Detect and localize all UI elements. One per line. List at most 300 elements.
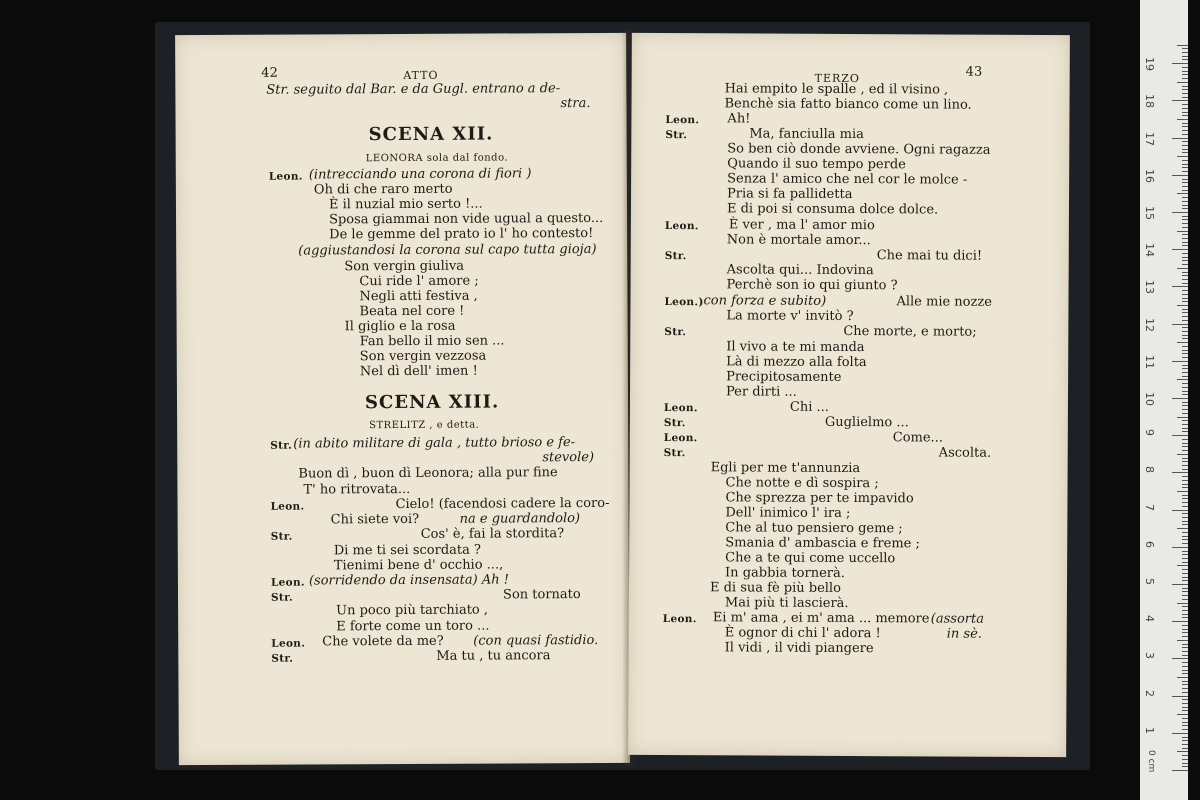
- ruler-tick: [1177, 417, 1188, 418]
- ruler-tick: [1182, 458, 1188, 459]
- ruler-tick: [1172, 324, 1188, 325]
- text-line: Cui ride l' amore ;: [359, 273, 479, 290]
- ruler-tick: [1182, 71, 1188, 72]
- ruler-tick: [1182, 331, 1188, 332]
- ruler-tick: [1182, 253, 1188, 254]
- ruler-tick: [1182, 264, 1188, 265]
- text-line: È il nuzial mio serto !...: [328, 196, 483, 213]
- ruler-tick: [1182, 312, 1188, 313]
- ruler-tick: [1182, 182, 1188, 183]
- ruler-tick: [1182, 439, 1188, 440]
- ruler-tick: [1172, 733, 1188, 734]
- ruler-tick: [1182, 167, 1188, 168]
- ruler-tick: [1182, 502, 1188, 503]
- ruler-tick: [1182, 703, 1188, 704]
- speaker: Leon.: [268, 170, 303, 183]
- page-number: 42: [261, 65, 278, 81]
- ruler-tick: [1172, 658, 1188, 659]
- ruler-tick: [1172, 138, 1188, 139]
- ruler-tick: [1177, 677, 1188, 678]
- ruler-tick: [1182, 298, 1188, 299]
- text-line: Cos' è, fai la stordita?: [420, 526, 565, 542]
- ruler-tick: [1182, 197, 1188, 198]
- ruler-tick: [1182, 539, 1188, 540]
- ruler-tick: [1182, 707, 1188, 708]
- ruler-tick: [1172, 175, 1188, 176]
- text-line: Beata nel core !: [359, 303, 465, 320]
- ruler-tick: [1182, 498, 1188, 499]
- ruler-tick: [1182, 86, 1188, 87]
- speaker: Str.: [270, 439, 293, 452]
- ruler-tick: [1182, 48, 1188, 49]
- ruler-tick: [1182, 551, 1188, 552]
- text-line: Sposa giammai non vide ugual a questo...: [329, 210, 604, 228]
- ruler-number: 4: [1143, 615, 1156, 623]
- ruler-tick: [1182, 532, 1188, 533]
- text-line: Mai più ti lascierà.: [724, 595, 849, 612]
- ruler-tick: [1182, 465, 1188, 466]
- speaker: Leon.: [662, 613, 697, 626]
- ruler-tick: [1182, 450, 1188, 451]
- text-line: Là di mezzo alla folta: [726, 354, 867, 371]
- ruler-number: 17: [1143, 131, 1156, 146]
- ruler-tick: [1182, 383, 1188, 384]
- ruler-tick: [1172, 361, 1188, 362]
- text-line: Il vivo a te mi manda: [726, 339, 865, 356]
- text-line: Il vidi , il vidi piangere: [724, 640, 874, 657]
- ruler-tick: [1182, 476, 1188, 477]
- text-line: Fan bello il mio sen ...: [359, 333, 505, 350]
- ruler-tick: [1177, 751, 1188, 752]
- ruler-tick: [1182, 338, 1188, 339]
- ruler-tick: [1182, 327, 1188, 328]
- speaker: Str.: [664, 250, 687, 263]
- speaker: Leon.: [663, 402, 698, 415]
- stage-direction: (assorta: [930, 611, 985, 627]
- ruler-number: 11: [1143, 354, 1156, 369]
- text-line: Son vergin giuliva: [344, 258, 465, 275]
- text-line: Guglielmo ...: [824, 414, 909, 431]
- text-line: Egli per me t'annunzia: [710, 460, 861, 477]
- ruler-tick: [1177, 231, 1188, 232]
- text-line: Ma tu , tu ancora: [436, 648, 551, 664]
- text-line: Hai empito le spalle , ed il visino ,: [724, 81, 949, 98]
- ruler-tick: [1182, 205, 1188, 206]
- text-line: Un poco più tarchiato ,: [336, 602, 489, 619]
- ruler-tick: [1182, 234, 1188, 235]
- speaker: Str.: [271, 591, 293, 604]
- ruler-tick: [1182, 376, 1188, 377]
- ruler-tick: [1182, 577, 1188, 578]
- ruler-tick: [1177, 193, 1188, 194]
- ruler-tick: [1182, 763, 1188, 764]
- ruler-number: 18: [1143, 94, 1156, 109]
- ruler-tick: [1182, 606, 1188, 607]
- ruler-tick: [1182, 409, 1188, 410]
- scene-subtitle: STRELITZ , e detta.: [369, 419, 480, 432]
- ruler-tick: [1182, 431, 1188, 432]
- ruler-tick: [1182, 644, 1188, 645]
- stage-direction: (sorridendo da insensata) Ah !: [308, 572, 510, 589]
- text-line: Che al tuo pensiero geme ;: [725, 520, 903, 537]
- text-line: Alle mie nozze: [896, 294, 992, 310]
- ruler-tick: [1182, 223, 1188, 224]
- ruler-tick: [1172, 770, 1188, 771]
- ruler-tick: [1182, 722, 1188, 723]
- ruler-tick: [1182, 558, 1188, 559]
- ruler-number: 2: [1143, 689, 1156, 697]
- text-line: Ascolta.: [938, 445, 992, 461]
- ruler-tick: [1182, 424, 1188, 425]
- ruler-tick: [1182, 506, 1188, 507]
- stage-direction: stevole): [542, 449, 595, 466]
- text-line: Ei m' ama , ei m' ama ... memore: [712, 610, 930, 627]
- ruler-tick: [1172, 398, 1188, 399]
- ruler-tick: [1177, 603, 1188, 604]
- ruler-tick: [1182, 710, 1188, 711]
- ruler-tick: [1182, 692, 1188, 693]
- ruler-tick: [1182, 141, 1188, 142]
- ruler-tick: [1182, 688, 1188, 689]
- ruler-tick: [1172, 584, 1188, 585]
- text-line: Che sprezza per te impavido: [725, 490, 914, 507]
- text-line: Smania d' ambascia e freme ;: [725, 535, 920, 552]
- text-line: Perchè son io qui giunto ?: [726, 277, 898, 294]
- ruler-tick: [1177, 156, 1188, 157]
- ruler-tick: [1177, 342, 1188, 343]
- ruler-tick: [1182, 647, 1188, 648]
- ruler-tick: [1182, 413, 1188, 414]
- ruler-tick: [1182, 78, 1188, 79]
- ruler-tick: [1182, 684, 1188, 685]
- ruler-number: 7: [1143, 503, 1156, 511]
- text-line: Non è mortale amor...: [726, 232, 871, 249]
- ruler-tick: [1182, 651, 1188, 652]
- ruler-tick: [1182, 573, 1188, 574]
- ruler-tick: [1172, 249, 1188, 250]
- ruler-tick: [1182, 394, 1188, 395]
- ruler-tick: [1177, 565, 1188, 566]
- stage-direction: in sè.: [946, 626, 982, 642]
- ruler-tick: [1177, 305, 1188, 306]
- ruler-tick: [1182, 517, 1188, 518]
- ruler-tick: [1182, 272, 1188, 273]
- text-line: Tienimi bene d' occhio ...,: [333, 557, 504, 574]
- ruler-tick: [1182, 357, 1188, 358]
- ruler-number: 9: [1143, 429, 1156, 437]
- ruler-tick: [1182, 126, 1188, 127]
- text-line: Che mai tu dici!: [876, 248, 983, 264]
- ruler-tick: [1182, 740, 1188, 741]
- ruler-tick: [1182, 283, 1188, 284]
- ruler-tick: [1182, 171, 1188, 172]
- speaker: Str.: [663, 447, 686, 460]
- ruler-tick: [1182, 242, 1188, 243]
- ruler-tick: [1177, 82, 1188, 83]
- ruler-tick: [1182, 179, 1188, 180]
- ruler-tick: [1182, 309, 1188, 310]
- ruler-tick: [1182, 614, 1188, 615]
- ruler-tick: [1182, 420, 1188, 421]
- ruler-tick: [1182, 353, 1188, 354]
- ruler-tick: [1182, 74, 1188, 75]
- text-line: In gabbia tornerà.: [725, 565, 845, 581]
- ruler-tick: [1172, 286, 1188, 287]
- ruler-number: 3: [1143, 652, 1156, 660]
- ruler-tick: [1182, 461, 1188, 462]
- ruler-number: 1: [1143, 726, 1156, 734]
- text-line: Ah!: [727, 111, 751, 127]
- ruler-tick: [1182, 372, 1188, 373]
- text-line: Son tornato: [502, 587, 581, 603]
- ruler-tick: [1182, 495, 1188, 496]
- text-line: Son vergin vezzosa: [359, 348, 487, 365]
- stage-direction: con forza e subito): [703, 293, 827, 309]
- text-line: Chi ...: [789, 399, 829, 415]
- ruler-tick: [1182, 428, 1188, 429]
- ruler-tick: [1182, 115, 1188, 116]
- text-line: Ascolta qui... Indovina: [726, 262, 874, 279]
- ruler-tick: [1182, 655, 1188, 656]
- ruler-tick: [1182, 134, 1188, 135]
- ruler-tick: [1182, 219, 1188, 220]
- text-line: Il giglio e la rosa: [344, 318, 456, 335]
- ruler-tick: [1182, 718, 1188, 719]
- text-line: Che a te qui come uccello: [725, 550, 896, 567]
- ruler-tick: [1182, 484, 1188, 485]
- ruler-tick: [1182, 108, 1188, 109]
- ruler-tick: [1172, 510, 1188, 511]
- text-line: Benchè sia fatto bianco come un lino.: [724, 96, 972, 113]
- ruler-tick: [1182, 629, 1188, 630]
- text-line: stra.: [560, 96, 591, 112]
- speaker: Leon.: [270, 500, 305, 513]
- ruler-tick: [1182, 524, 1188, 525]
- ruler-tick: [1182, 164, 1188, 165]
- text-line: Chi siete voi?: [330, 511, 420, 528]
- text-line: Per dirti ...: [725, 384, 797, 400]
- ruler-tick: [1182, 227, 1188, 228]
- text-line: E di poi si consuma dolce dolce.: [726, 201, 939, 218]
- scene-title: SCENA XIII.: [364, 391, 500, 414]
- text-line: De le gemme del prato io l' ho contesto!: [329, 225, 594, 243]
- text-line: La morte v' invitò ?: [726, 308, 854, 325]
- ruler-tick: [1182, 766, 1188, 767]
- ruler-number: 5: [1143, 578, 1156, 585]
- ruler-tick: [1182, 748, 1188, 749]
- ruler-tick: [1182, 104, 1188, 105]
- running-head: ATTO: [403, 68, 439, 82]
- ruler-tick: [1172, 212, 1188, 213]
- text-line: È ognor di chi l' adora !: [724, 625, 881, 642]
- ruler-tick: [1182, 275, 1188, 276]
- ruler-tick: [1182, 257, 1188, 258]
- ruler-tick: [1182, 260, 1188, 261]
- ruler-tick: [1172, 100, 1188, 101]
- ruler-tick: [1182, 391, 1188, 392]
- ruler-tick: [1172, 63, 1188, 64]
- ruler-tick: [1182, 149, 1188, 150]
- scene-title: SCENA XII.: [368, 123, 494, 146]
- ruler-tick: [1182, 123, 1188, 124]
- ruler-tick: [1182, 670, 1188, 671]
- ruler-tick: [1182, 152, 1188, 153]
- speaker: Leon.): [664, 296, 704, 309]
- ruler-tick: [1182, 186, 1188, 187]
- ruler-tick: [1182, 666, 1188, 667]
- text-line: Pria si fa pallidetta: [727, 186, 853, 203]
- ruler-tick: [1182, 130, 1188, 131]
- running-head: TERZO: [814, 71, 861, 86]
- ruler-tick: [1177, 45, 1188, 46]
- speaker: Leon.: [665, 114, 700, 127]
- text-line: Di me ti sei scordata ?: [333, 542, 482, 559]
- text-line: T' ho ritrovata...: [303, 481, 411, 498]
- ruler-tick: [1182, 216, 1188, 217]
- ruler-number: 19: [1143, 57, 1156, 72]
- ruler-tick: [1182, 673, 1188, 674]
- ruler-number: 10: [1143, 392, 1156, 406]
- ruler-tick: [1182, 67, 1188, 68]
- ruler-tick: [1182, 294, 1188, 295]
- stage-direction: na e guardandolo): [459, 511, 581, 527]
- ruler-tick: [1182, 725, 1188, 726]
- ruler-tick: [1172, 547, 1188, 548]
- ruler-tick: [1182, 662, 1188, 663]
- ruler-tick: [1182, 480, 1188, 481]
- ruler-tick: [1182, 580, 1188, 581]
- ruler-tick: [1182, 402, 1188, 403]
- ruler-tick: [1182, 365, 1188, 366]
- ruler-tick: [1182, 729, 1188, 730]
- ruler-tick: [1182, 625, 1188, 626]
- ruler-tick: [1177, 119, 1188, 120]
- left-page: [175, 33, 630, 765]
- ruler-tick: [1182, 469, 1188, 470]
- ruler-tick: [1182, 301, 1188, 302]
- ruler-tick: [1177, 491, 1188, 492]
- ruler-tick: [1182, 59, 1188, 60]
- speaker: Str.: [271, 652, 294, 665]
- ruler-tick: [1182, 245, 1188, 246]
- ruler-number: 12: [1143, 317, 1156, 332]
- ruler-tick: [1182, 554, 1188, 555]
- text-line: Oh di che raro merto: [313, 181, 453, 198]
- speaker: Leon.: [664, 220, 699, 233]
- text-line: Che notte e dì sospira ;: [725, 475, 879, 492]
- ruler-tick: [1182, 446, 1188, 447]
- stage-direction: (in abito militare di gala , tutto brioso e fe-: [293, 435, 576, 452]
- text-line: So ben ciò donde avviene. Ogni ragazza: [727, 141, 991, 158]
- ruler-tick: [1182, 681, 1188, 682]
- ruler-tick: [1182, 335, 1188, 336]
- ruler-tick: [1182, 521, 1188, 522]
- ruler-tick: [1182, 368, 1188, 369]
- ruler-tick: [1182, 737, 1188, 738]
- ruler-tick: [1182, 513, 1188, 514]
- ruler-tick: [1182, 346, 1188, 347]
- ruler-tick: [1182, 632, 1188, 633]
- stage-direction: (con quasi fastidio.: [473, 632, 599, 649]
- speaker: Leon.: [271, 637, 306, 650]
- ruler-tick: [1177, 528, 1188, 529]
- ruler-tick: [1182, 543, 1188, 544]
- right-page: [628, 33, 1070, 757]
- text-line: E forte come un toro ...: [336, 618, 490, 635]
- stage-direction: (aggiustandosi la corona sul capo tutta gioja): [298, 241, 597, 259]
- ruler-tick: [1182, 160, 1188, 161]
- ruler-tick: [1177, 714, 1188, 715]
- ruler-tick: [1182, 56, 1188, 57]
- text-line: E di sua fè più bello: [709, 580, 841, 596]
- text-line: Cielo! (facendosi cadere la coro-: [395, 495, 610, 513]
- ruler-tick: [1182, 699, 1188, 700]
- ruler-tick: [1182, 190, 1188, 191]
- ruler-tick: [1182, 279, 1188, 280]
- ruler-tick: [1182, 487, 1188, 488]
- ruler-tick: [1172, 435, 1188, 436]
- ruler-tick: [1177, 268, 1188, 269]
- ruler-tick: [1182, 201, 1188, 202]
- ruler-tick: [1182, 145, 1188, 146]
- ruler-number: 15: [1143, 206, 1156, 220]
- speaker: Str.: [664, 326, 687, 339]
- ruler-tick: [1182, 536, 1188, 537]
- ruler-tick: [1182, 290, 1188, 291]
- text-line: Come...: [892, 430, 944, 446]
- ruler-tick: [1172, 621, 1188, 622]
- text-line: È ver , ma l' amor mio: [728, 217, 875, 234]
- ruler-tick: [1182, 591, 1188, 592]
- ruler-tick: [1182, 744, 1188, 745]
- ruler-tick: [1172, 696, 1188, 697]
- ruler-number: 6: [1143, 540, 1156, 548]
- ruler-tick: [1182, 610, 1188, 611]
- ruler-tick: [1177, 454, 1188, 455]
- ruler-tick: [1182, 588, 1188, 589]
- ruler-tick: [1182, 208, 1188, 209]
- ruler-tick: [1177, 640, 1188, 641]
- ruler-tick: [1182, 595, 1188, 596]
- ruler-tick: [1182, 97, 1188, 98]
- ruler-unit: 0 cm: [1146, 750, 1156, 773]
- text-line: Negli atti festiva ,: [359, 288, 478, 305]
- ruler-tick: [1182, 562, 1188, 563]
- stage-direction: (intrecciando una corona di fiori ): [308, 166, 532, 183]
- speaker: Leon.: [663, 432, 698, 445]
- ruler-tick: [1182, 112, 1188, 113]
- text-line: Dell' inimico l' ira ;: [725, 505, 851, 522]
- ruler-tick: [1172, 472, 1188, 473]
- ruler-tick: [1182, 316, 1188, 317]
- text-line: Che volete da me?: [322, 633, 444, 650]
- text-line: Quando il suo tempo perde: [727, 156, 906, 173]
- ruler-tick: [1182, 52, 1188, 53]
- ruler-tick: [1177, 379, 1188, 380]
- ruler-number: 8: [1143, 466, 1156, 474]
- ruler-tick: [1182, 238, 1188, 239]
- speaker: Str.: [270, 530, 293, 543]
- ruler-tick: [1182, 320, 1188, 321]
- ruler-tick: [1182, 89, 1188, 90]
- ruler-tick: [1182, 759, 1188, 760]
- measurement-ruler: [1140, 0, 1188, 800]
- ruler-tick: [1182, 405, 1188, 406]
- text-line: Ma, fanciulla mia: [749, 126, 864, 143]
- text-line: Buon dì , buon dì Leonora; alla pur fine: [298, 465, 558, 482]
- page-number: 43: [965, 64, 983, 80]
- ruler-number: 13: [1143, 280, 1156, 295]
